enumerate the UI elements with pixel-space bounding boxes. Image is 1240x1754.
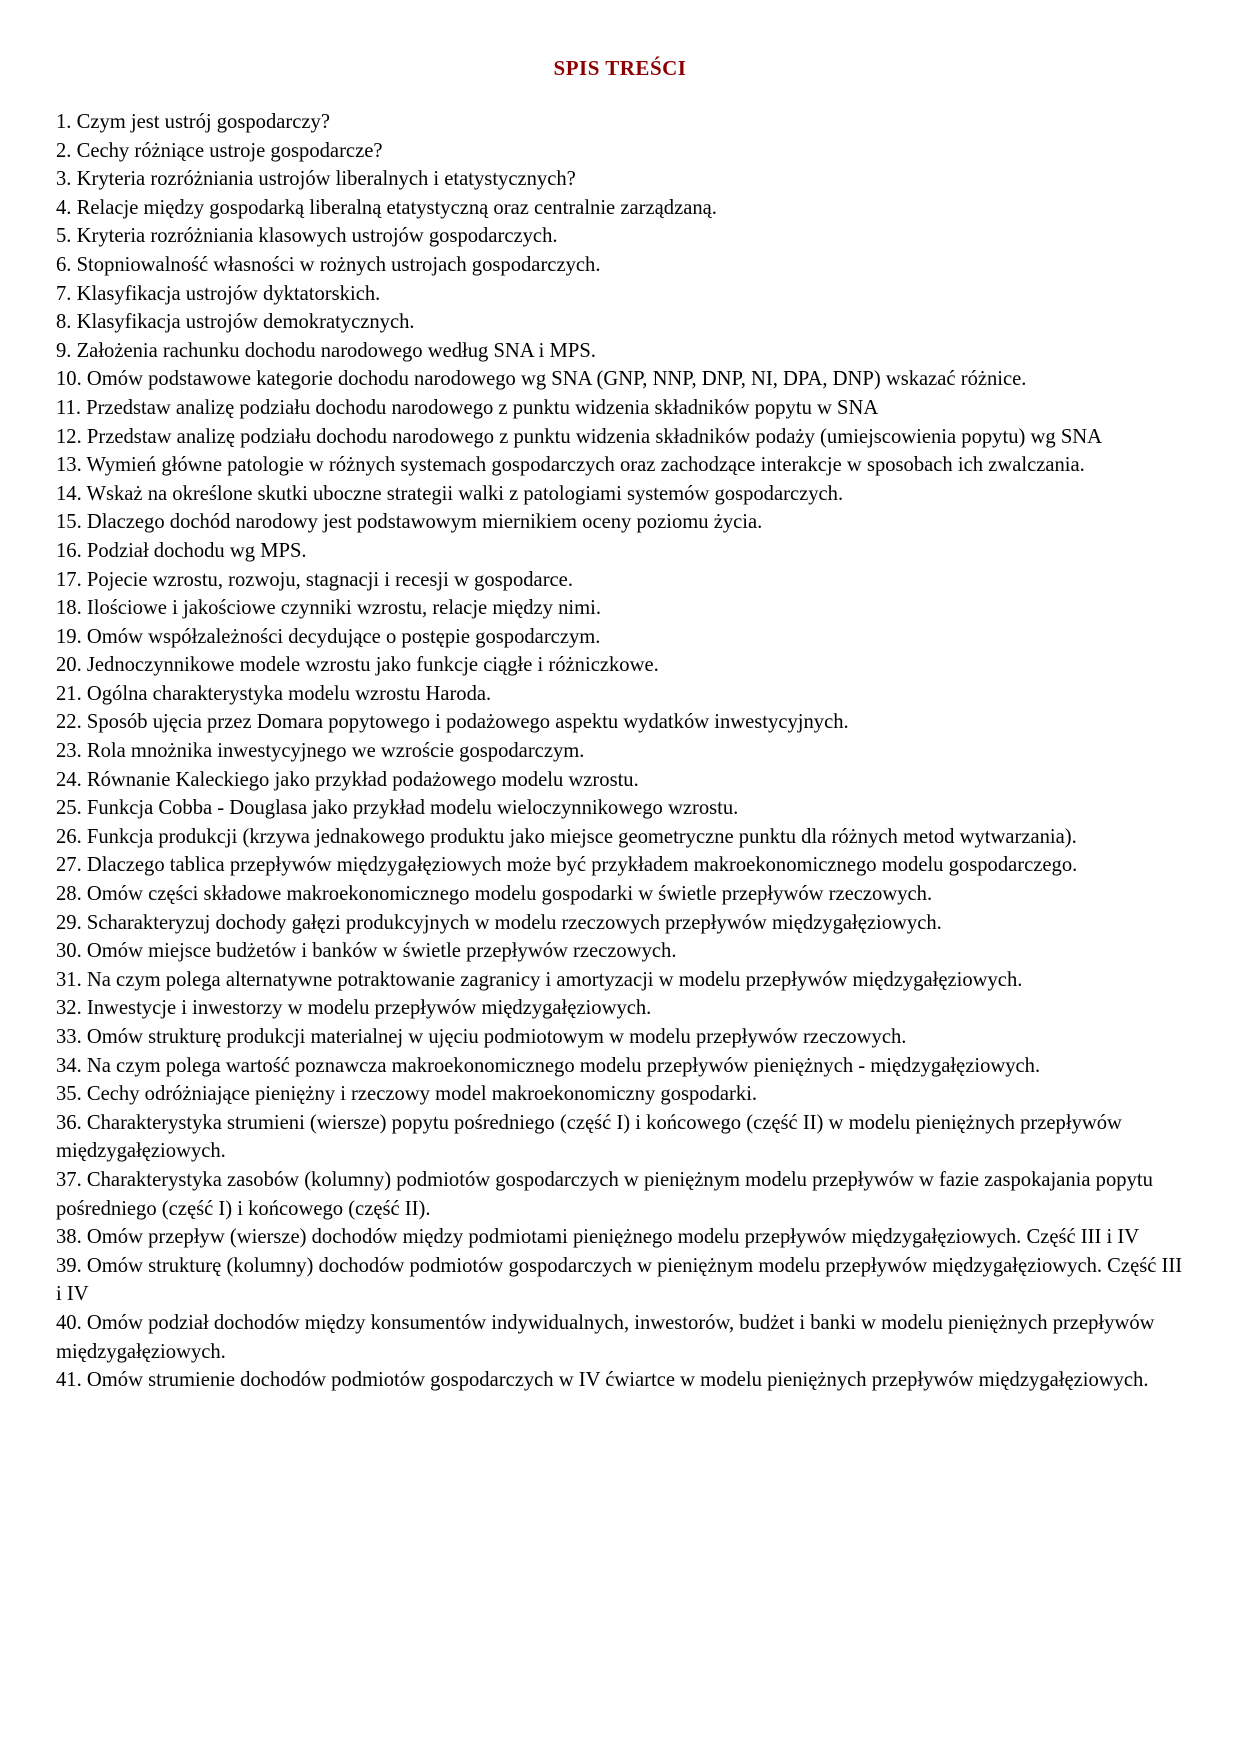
toc-item: 4. Relacje między gospodarką liberalną etatystyczną oraz centralnie zarządzaną. — [56, 196, 717, 219]
toc-item: 13. Wymień główne patologie w różnych systemach gospodarczych oraz zachodzące interakcje w sposobach ich zwalczania. — [56, 454, 1085, 477]
toc-item: 35. Cechy odróżniające pieniężny i rzeczowy model makroekonomiczny gospodarki. — [56, 1083, 758, 1106]
toc-item: 8. Klasyfikacja ustrojów demokratycznych. — [56, 311, 415, 334]
toc-item: 10. Omów podstawowe kategorie dochodu narodowego wg SNA (GNP, NNP, DNP, NI, DPA, DNP) wskazać różnice. — [56, 368, 1027, 391]
table-of-contents — [56, 108, 1186, 1395]
toc-item: 16. Podział dochodu wg MPS. — [56, 539, 307, 562]
toc-item: 24. Równanie Kaleckiego jako przykład podażowego modelu wzrostu. — [56, 768, 639, 791]
page-title: SPIS TREŚCI — [553, 56, 687, 80]
toc-item: 12. Przedstaw analizę podziału dochodu narodowego z punktu widzenia składników podaży (umiejscowienia popytu) wg SNA — [56, 425, 1103, 448]
toc-item: 39. Omów strukturę (kolumny) dochodów podmiotów gospodarczych w pieniężnym modelu przepływów międzygałęziowych. Część III i IV — [56, 1254, 1183, 1306]
toc-item: 27. Dlaczego tablica przepływów międzygałęziowych może być przykładem makroekonomicznego modelu gospodarczego. — [56, 854, 1078, 877]
toc-item: 36. Charakterystyka strumieni (wiersze) popytu pośredniego (część I) i końcowego (część II) w modelu pieniężnych przepływów międzygałęziowych. — [56, 1111, 1122, 1163]
toc-item: 28. Omów części składowe makroekonomicznego modelu gospodarki w świetle przepływów rzeczowych. — [56, 883, 933, 906]
toc-item: 41. Omów strumienie dochodów podmiotów gospodarczych w IV ćwiartce w modelu pieniężnych przepływów międzygałęziowych. — [56, 1369, 1149, 1392]
toc-item: 7. Klasyfikacja ustrojów dyktatorskich. — [56, 282, 381, 305]
toc-item: 31. Na czym polega alternatywne potraktowanie zagranicy i amortyzacji w modelu przepływów międzygałęziowych. — [56, 968, 1023, 991]
toc-item: 5. Kryteria rozróżniania klasowych ustrojów gospodarczych. — [56, 225, 558, 248]
toc-item: 33. Omów strukturę produkcji materialnej w ujęciu podmiotowym w modelu przepływów rzeczowych. — [56, 1026, 907, 1048]
toc-item: 15. Dlaczego dochód narodowy jest podstawowym miernikiem oceny poziomu życia. — [56, 511, 763, 534]
toc-item: 38. Omów przepływ (wiersze) dochodów między podmiotami pieniężnego modelu przepływów międzygałęziowych. Część III i IV — [56, 1226, 1140, 1249]
toc-item: 19. Omów współzależności decydujące o postępie gospodarczym. — [56, 625, 601, 648]
toc-item: 22. Sposób ujęcia przez Domara popytowego i podażowego aspektu wydatków inwestycyjnych. — [56, 711, 849, 734]
toc-item: 21. Ogólna charakterystyka modelu wzrostu Haroda. — [56, 682, 492, 705]
toc-item: 18. Ilościowe i jakościowe czynniki wzrostu, relacje między nimi. — [56, 597, 602, 620]
toc-item: 37. Charakterystyka zasobów (kolumny) podmiotów gospodarczych w pieniężnym modelu przepływów w fazie zaspokajania popytu pośredniego (część I) i końcowego (część II). — [56, 1168, 1153, 1220]
toc-item: 17. Pojecie wzrostu, rozwoju, stagnacji i recesji w gospodarce. — [56, 568, 573, 591]
toc-item: 29. Scharakteryzuj dochody gałęzi produkcyjnych w modelu rzeczowych przepływów międzygałęziowych. — [56, 911, 942, 934]
toc-item: 32. Inwestycje i inwestorzy w modelu przepływów międzygałęziowych. — [56, 997, 652, 1020]
toc-item: 23. Rola mnożnika inwestycyjnego we wzroście gospodarczym. — [56, 740, 585, 763]
toc-item: 20. Jednoczynnikowe modele wzrostu jako funkcje ciągłe i różniczkowe. — [56, 654, 659, 677]
toc-item: 26. Funkcja produkcji (krzywa jednakowego produktu jako miejsce geometryczne punktu dla różnych metod wytwarzania). — [56, 825, 1077, 848]
toc-item: 34. Na czym polega wartość poznawcza makroekonomicznego modelu przepływów pieniężnych - międzygałęziowych. — [56, 1054, 1041, 1077]
toc-item: 40. Omów podział dochodów między konsumentów indywidualnych, inwestorów, budżet i banki w modelu pieniężnych przepływów międzygałęziowych. — [56, 1311, 1155, 1363]
toc-item: 30. Omów miejsce budżetów i banków w świetle przepływów rzeczowych. — [56, 940, 677, 963]
toc-item: 6. Stopniowalność własności w rożnych ustrojach gospodarczych. — [56, 253, 601, 276]
toc-item: 3. Kryteria rozróżniania ustrojów liberalnych i etatystycznych? — [56, 168, 576, 191]
toc-item: 14. Wskaż na określone skutki uboczne strategii walki z patologiami systemów gospodarczych. — [56, 482, 844, 505]
toc-item: 2. Cechy różniące ustroje gospodarcze? — [56, 139, 383, 162]
toc-item: 25. Funkcja Cobba - Douglasa jako przykład modelu wieloczynnikowego wzrostu. — [56, 797, 739, 820]
toc-item: 1. Czym jest ustrój gospodarczy? — [56, 111, 330, 133]
toc-item: 9. Założenia rachunku dochodu narodowego według SNA i MPS. — [56, 339, 596, 362]
toc-item: 11. Przedstaw analizę podziału dochodu narodowego z punktu widzenia składników popytu w SNA — [56, 396, 879, 419]
